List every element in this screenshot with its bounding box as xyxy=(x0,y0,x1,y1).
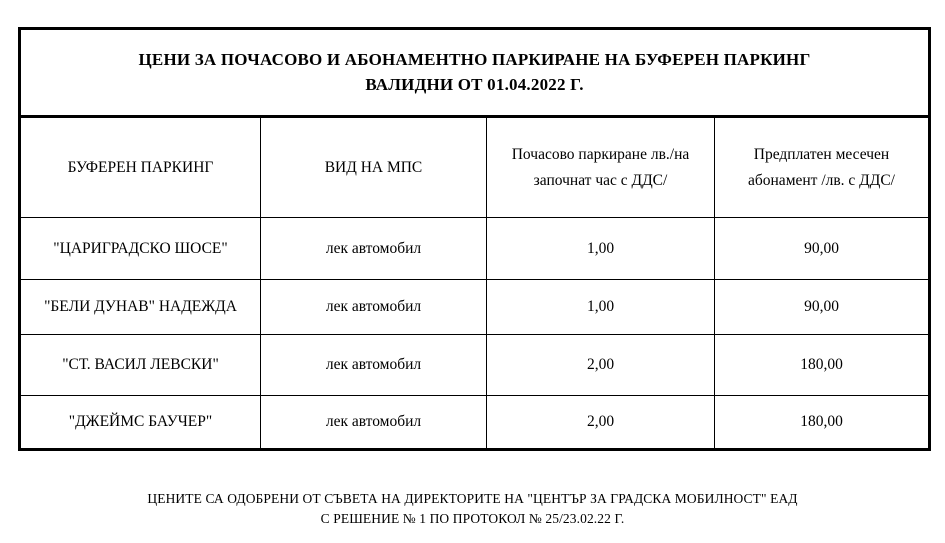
table-row xyxy=(20,335,930,396)
parking-name-cell: "БЕЛИ ДУНАВ" НАДЕЖДА xyxy=(20,280,261,335)
title-line-2: ВАЛИДНИ ОТ 01.04.2022 Г. xyxy=(365,74,584,94)
column-header-hourly-price: Почасово паркиране лв./на започнат час с ДДС/ xyxy=(487,117,715,218)
approval-note-line-2: С РЕШЕНИЕ № 1 ПО ПРОТОКОЛ № 25/23.02.22 Г. xyxy=(320,511,625,526)
monthly-price-cell: 180,00 xyxy=(715,396,930,450)
hourly-price-cell: 2,00 xyxy=(487,396,715,450)
table-header-row xyxy=(20,117,930,218)
vehicle-type-cell: лек автомобил xyxy=(261,218,487,280)
approval-note xyxy=(0,489,945,529)
column-header-parking: БУФЕРЕН ПАРКИНГ xyxy=(20,117,261,218)
table-row xyxy=(20,218,930,280)
vehicle-type-cell: лек автомобил xyxy=(261,396,487,450)
title-line-1: ЦЕНИ ЗА ПОЧАСОВО И АБОНАМЕНТНО ПАРКИРАНЕ НА БУФЕРЕН ПАРКИНГ xyxy=(138,49,811,69)
column-header-monthly-price: Предплатен месечен абонамент /лв. с ДДС/ xyxy=(715,117,930,218)
parking-price-table xyxy=(18,27,931,451)
hourly-price-cell: 1,00 xyxy=(487,280,715,335)
monthly-price-cell: 90,00 xyxy=(715,218,930,280)
table-title-row xyxy=(20,29,930,117)
hourly-price-cell: 1,00 xyxy=(487,218,715,280)
table-row xyxy=(20,396,930,450)
parking-name-cell: "СТ. ВАСИЛ ЛЕВСКИ" xyxy=(20,335,261,396)
column-header-vehicle-type: ВИД НА МПС xyxy=(261,117,487,218)
hourly-price-cell: 2,00 xyxy=(487,335,715,396)
vehicle-type-cell: лек автомобил xyxy=(261,335,487,396)
vehicle-type-cell: лек автомобил xyxy=(261,280,487,335)
table-row xyxy=(20,280,930,335)
monthly-price-cell: 180,00 xyxy=(715,335,930,396)
table-title xyxy=(20,29,930,117)
parking-name-cell: "ЦАРИГРАДСКО ШОСЕ" xyxy=(20,218,261,280)
approval-note-line-1: ЦЕНИТЕ СА ОДОБРЕНИ ОТ СЪВЕТА НА ДИРЕКТОРИТЕ НА "ЦЕНТЪР ЗА ГРАДСКА МОБИЛНОСТ" ЕАД xyxy=(147,491,798,506)
monthly-price-cell: 90,00 xyxy=(715,280,930,335)
parking-name-cell: "ДЖЕЙМС БАУЧЕР" xyxy=(20,396,261,450)
